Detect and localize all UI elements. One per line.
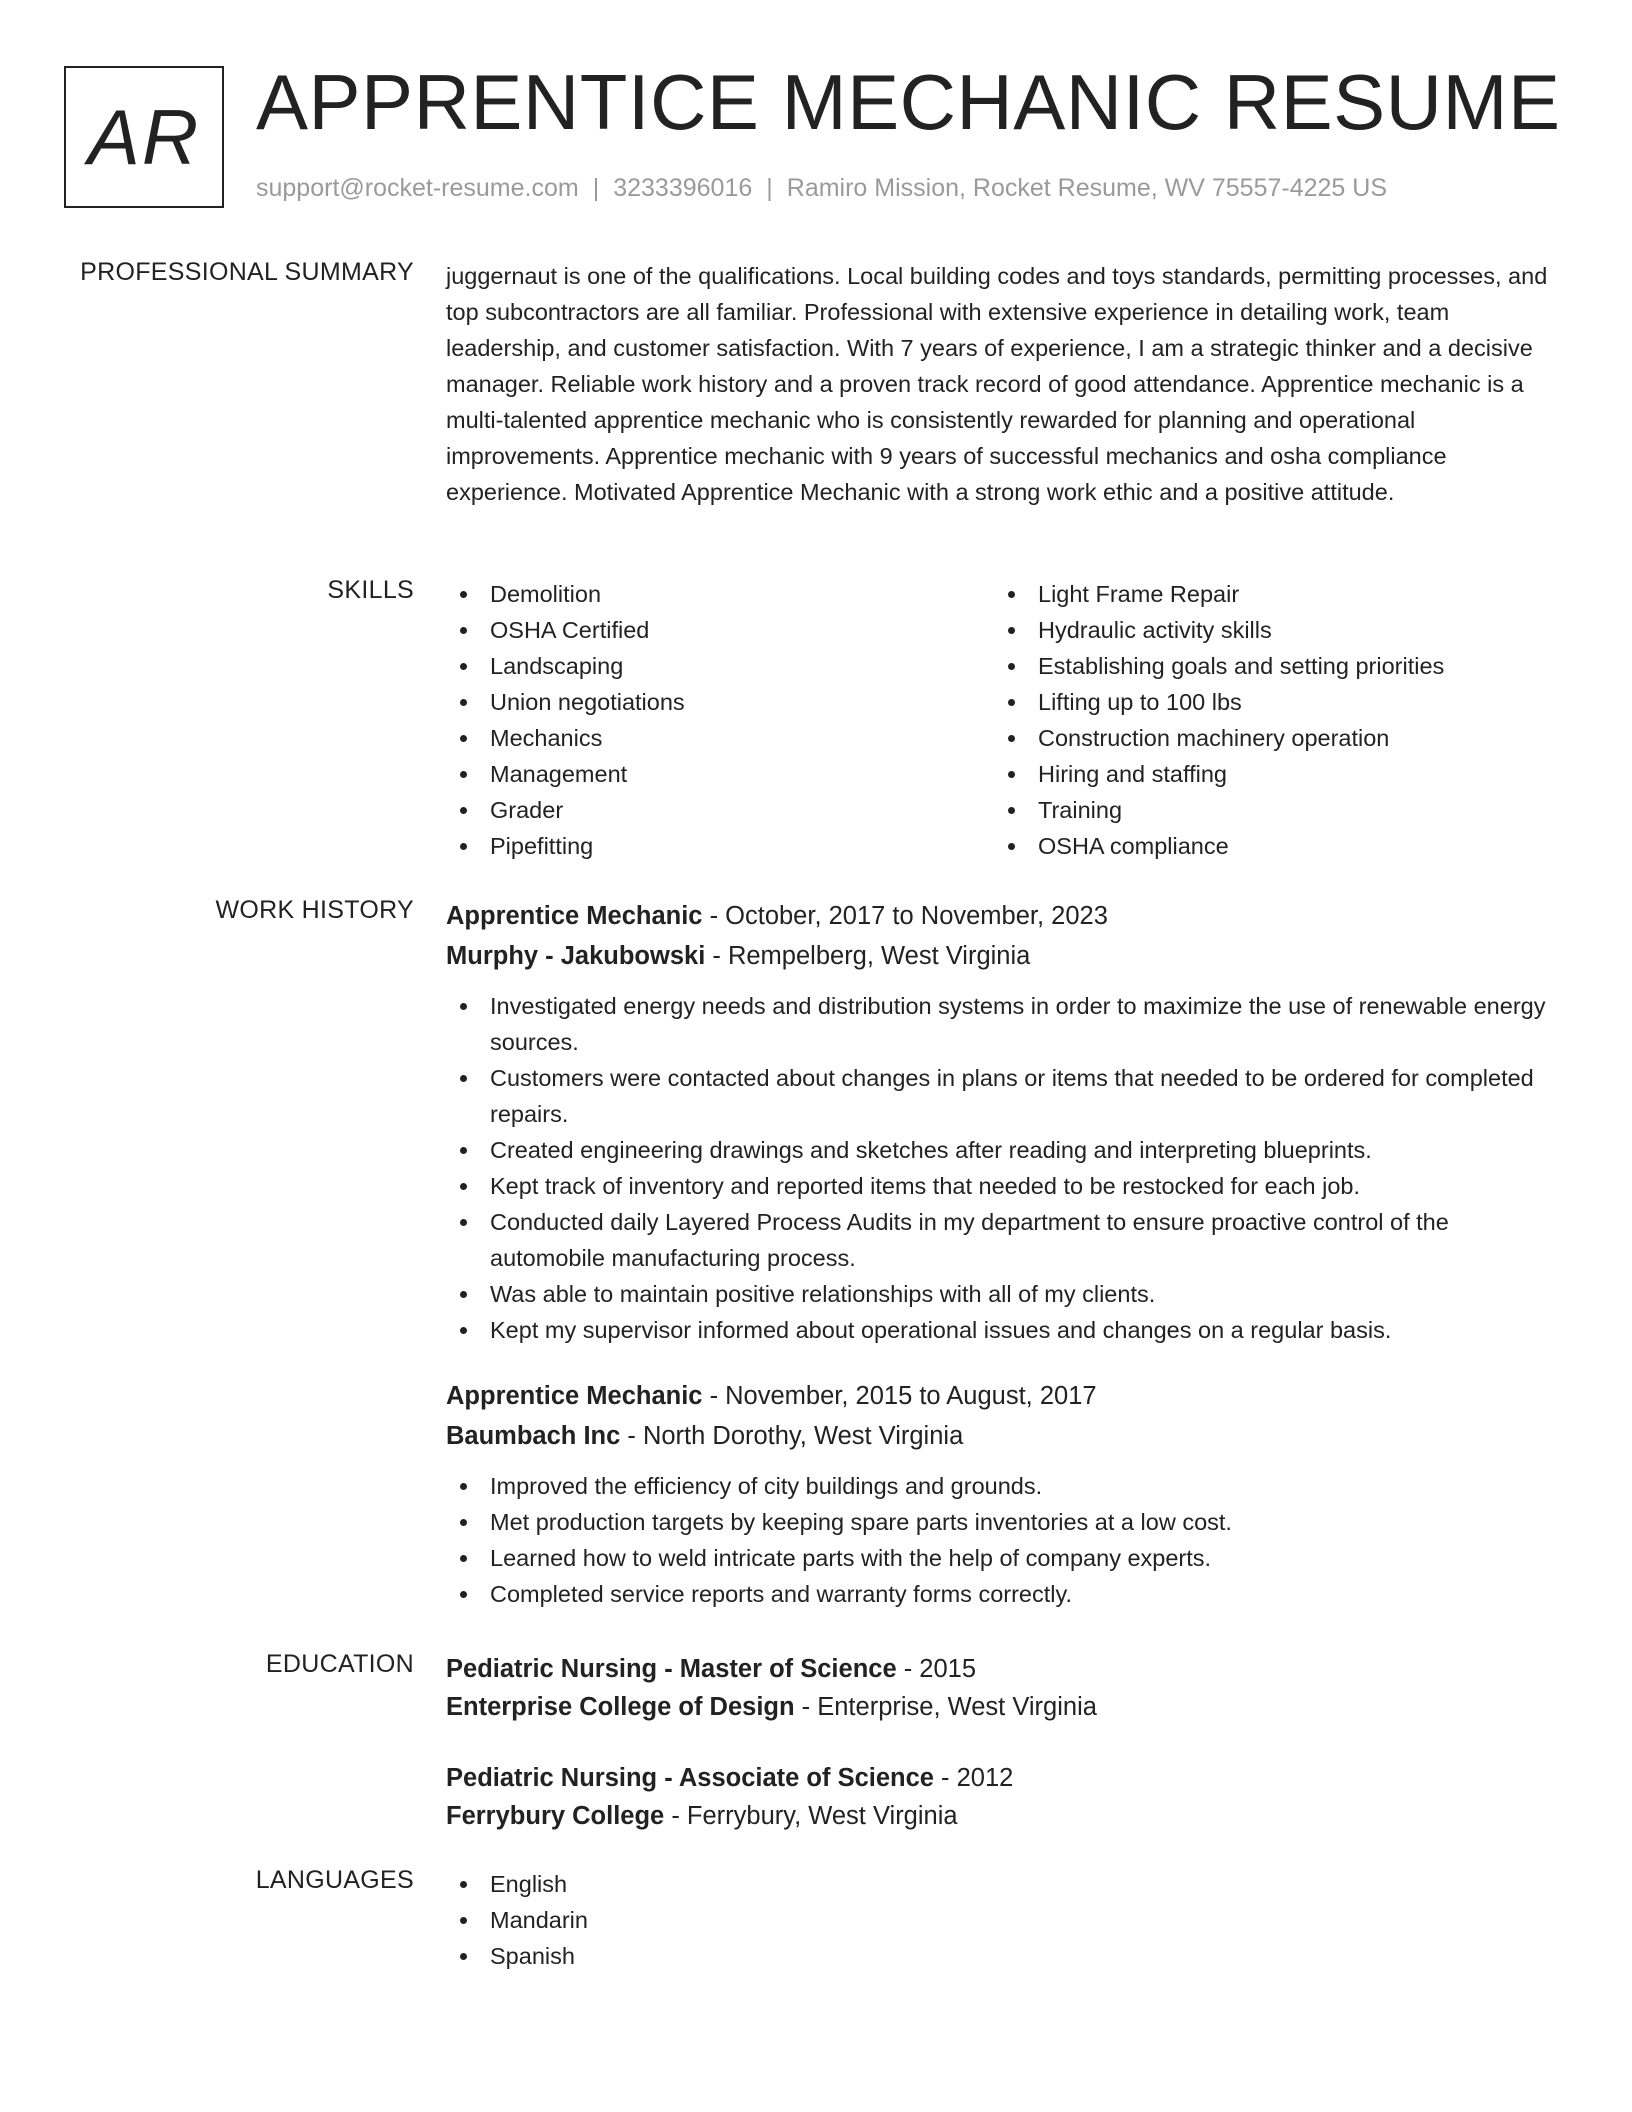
language-item: Mandarin [446,1902,1556,1938]
contact-address: Ramiro Mission, Rocket Resume, WV 75557-4225 US [786,174,1387,202]
education-degree-line [446,1650,1556,1688]
education-degree-line [446,1759,1556,1797]
skill-item: Union negotiations [446,684,994,720]
languages-body [446,1866,1556,1974]
job-duties-list [446,1468,1556,1612]
monogram-logo: AR [64,66,224,208]
skill-item: Hiring and staffing [994,756,1542,792]
job-duty-item: Created engineering drawings and sketches after reading and interpreting blueprints. [446,1132,1556,1168]
job-duty-item: Investigated energy needs and distribution systems in order to maximize the use of renewable energy sources. [446,988,1556,1060]
job-employer-line [446,936,1556,976]
job-location: - North Dorothy, West Virginia [620,1422,964,1450]
education-year: - 2015 [896,1655,977,1683]
education-year: - 2012 [933,1764,1014,1792]
education-entry [446,1759,1556,1835]
job-duty-item: Improved the efficiency of city buildings and grounds. [446,1468,1556,1504]
education-location: - Ferrybury, West Virginia [664,1802,958,1830]
job-duty-item: Learned how to weld intricate parts with the help of company experts. [446,1540,1556,1576]
skill-item: Hydraulic activity skills [994,612,1542,648]
section-label-languages: LANGUAGES [255,1866,414,1894]
contact-separator: | [766,174,773,202]
summary-text: juggernaut is one of the qualifications. Local building codes and toys standards, permitting processes, and top subcontractors are all familiar. Professional with extensive experience in detailing work, team leadership, and customer satisfaction. With 7 years of experience, I am a strategic thinker and a decisive manager. Reliable work history and a proven track record of good attendance. Apprentice mechanic is a multi-talented apprentice mechanic who is consistently rewarded for planning and operational improvements. Apprentice mechanic with 9 years of successful mechanics and osha compliance experience. Motivated Apprentice Mechanic with a strong work ethic and a positive attitude. [446,263,1548,505]
job-duty-item: Kept my supervisor informed about operational issues and changes on a regular basis. [446,1312,1556,1348]
skill-item: Light Frame Repair [994,576,1542,612]
job-title: Apprentice Mechanic [446,1382,703,1410]
contact-line [256,174,1387,203]
education-degree: Pediatric Nursing - Associate of Science [446,1764,934,1792]
skill-item: Demolition [446,576,994,612]
skills-list-right [994,576,1542,864]
education-location: - Enterprise, West Virginia [794,1693,1097,1721]
job-location: - Rempelberg, West Virginia [705,942,1031,970]
section-label-skills: SKILLS [327,576,414,604]
section-label-work-history: WORK HISTORY [215,896,414,924]
languages-list [446,1866,1556,1974]
section-label-summary: PROFESSIONAL SUMMARY [80,258,414,286]
job-duty-item: Kept track of inventory and reported items that needed to be restocked for each job. [446,1168,1556,1204]
page-title: APPRENTICE MECHANIC RESUME [256,58,1561,146]
language-item: Spanish [446,1938,1556,1974]
job-dates: - November, 2015 to August, 2017 [702,1382,1097,1410]
skill-item: OSHA Certified [446,612,994,648]
skill-item: Landscaping [446,648,994,684]
section-label-education: EDUCATION [265,1650,414,1678]
job-entry [446,896,1556,1348]
skill-item: Mechanics [446,720,994,756]
skills-body [446,576,1556,864]
skills-grid [446,576,1556,864]
job-dates: - October, 2017 to November, 2023 [702,902,1108,930]
skill-item: Training [994,792,1542,828]
job-duties-list [446,988,1556,1348]
skill-item: Lifting up to 100 lbs [994,684,1542,720]
job-title-line [446,1376,1556,1416]
job-employer: Baumbach Inc [446,1422,621,1450]
contact-phone[interactable]: 3233396016 [613,174,753,202]
job-title-line [446,896,1556,936]
skill-item: Management [446,756,994,792]
work-history-body [446,896,1556,1612]
skill-item: Pipefitting [446,828,994,864]
contact-separator: | [592,174,600,202]
skill-item: OSHA compliance [994,828,1542,864]
job-duty-item: Customers were contacted about changes in plans or items that needed to be ordered for completed repairs. [446,1060,1556,1132]
job-duty-item: Met production targets by keeping spare parts inventories at a low cost. [446,1504,1556,1540]
skill-item: Grader [446,792,994,828]
job-employer-line [446,1416,1556,1456]
job-title: Apprentice Mechanic [446,902,703,930]
job-employer: Murphy - Jakubowski [446,942,706,970]
job-duty-item: Conducted daily Layered Process Audits in my department to ensure proactive control of the automobile manufacturing process. [446,1204,1556,1276]
skill-item: Establishing goals and setting priorities [994,648,1542,684]
education-school-line [446,1688,1556,1726]
job-duty-item: Was able to maintain positive relationships with all of my clients. [446,1276,1556,1312]
education-degree: Pediatric Nursing - Master of Science [446,1655,897,1683]
education-school: Enterprise College of Design [446,1693,795,1721]
education-school: Ferrybury College [446,1802,665,1830]
job-entry [446,1376,1556,1612]
skills-list-left [446,576,994,864]
education-body [446,1650,1556,1835]
language-item: English [446,1866,1556,1902]
education-school-line [446,1797,1556,1835]
contact-email[interactable]: support@rocket-resume.com [256,174,579,202]
job-duty-item: Completed service reports and warranty forms correctly. [446,1576,1556,1612]
skill-item: Construction machinery operation [994,720,1542,756]
education-entry [446,1650,1556,1726]
